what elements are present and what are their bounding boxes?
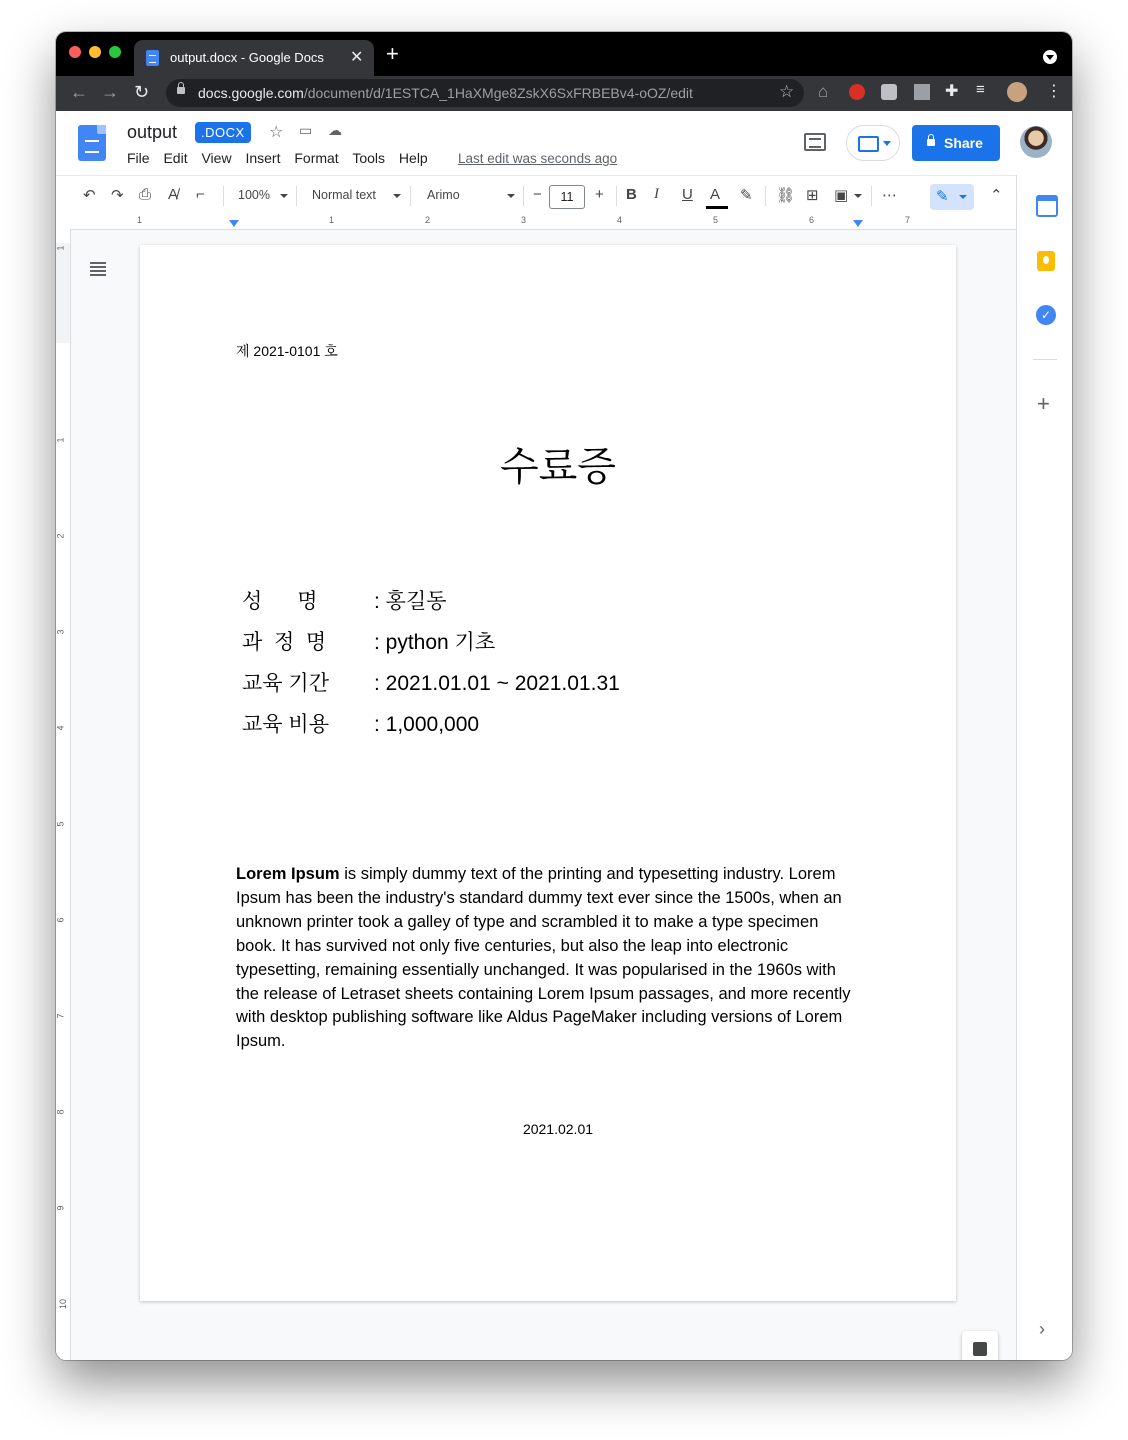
menu-help[interactable]: Help [398,150,428,166]
body-bold-term: Lorem Ipsum [236,865,340,883]
cloud-status-icon[interactable]: ☁ [328,122,342,138]
tab-close-icon[interactable]: ✕ [350,49,364,66]
account-avatar[interactable] [1020,126,1052,158]
toolbar-divider [616,186,617,206]
ruler-tick: 1 [329,215,335,225]
menu-format[interactable]: Format [294,150,339,166]
underline-icon[interactable]: U [682,186,693,203]
browser-menu-icon[interactable]: ⋮ [1046,83,1062,100]
ruler-tick: 1 [56,437,66,443]
tasks-icon[interactable]: ✓ [1036,305,1056,325]
insert-image-icon[interactable]: ▣ [834,187,849,204]
issue-date: 2021.02.01 [522,1121,594,1137]
ruler-tick: 3 [56,629,66,635]
ruler-tick: 8 [56,1109,66,1115]
reload-icon[interactable]: ↻ [134,82,150,102]
forward-icon[interactable]: → [101,82,119,102]
paint-format-icon[interactable]: ⌐ [196,186,205,203]
toolbar-divider [410,186,411,206]
calendar-icon[interactable] [1036,195,1058,217]
menu-edit[interactable]: Edit [163,150,188,166]
lock-icon [927,139,935,146]
chevron-down-icon [280,194,288,198]
field-period [242,667,620,697]
browser-tab[interactable] [134,40,374,76]
field-value: : 2021.01.01 ~ 2021.01.31 [374,672,620,695]
ruler-tick: 4 [56,725,66,731]
paragraph-style-select[interactable]: Normal text [312,188,376,202]
share-button[interactable] [912,125,1000,161]
toolbar-divider [765,186,766,206]
spellcheck-icon[interactable]: A̸ [168,186,179,203]
add-comment-icon[interactable]: ⊞ [806,187,819,204]
print-icon[interactable]: ⎙ [139,186,152,203]
ruler-tick: 3 [521,215,527,225]
ruler-tick: 7 [56,1013,66,1019]
media-controls-icon[interactable]: ≡ [976,81,985,98]
home-icon[interactable]: ⌂ [818,82,829,101]
side-panel [1016,175,1072,1360]
star-icon[interactable]: ☆ [269,124,284,141]
get-addons-icon[interactable]: + [1037,391,1050,416]
document-title[interactable]: output [127,122,178,142]
last-edit-link[interactable]: Last edit was seconds ago [458,151,618,166]
bookmark-star-icon[interactable]: ☆ [779,82,795,101]
ruler-tick: 4 [617,215,623,225]
ruler-tick: 5 [713,215,719,225]
browser-toolbar [56,76,1072,111]
document-outline-icon[interactable] [90,262,106,276]
text-color-swatch [706,206,728,209]
toolbar-divider [296,186,297,206]
camera-extension-icon[interactable] [881,84,897,100]
document-page[interactable] [140,245,956,1301]
maximize-window-button[interactable] [109,46,121,58]
expand-side-panel-icon[interactable]: › [1039,1319,1045,1339]
document-canvas [56,215,1016,1360]
font-select[interactable]: Arimo [427,188,460,202]
field-label: 교육 기간 [242,672,329,695]
chevron-down-icon [883,141,891,146]
decrease-font-size-icon[interactable]: − [533,186,542,203]
ruler-tick: 10 [58,1298,69,1310]
chevron-down-icon [854,194,862,198]
menu-insert[interactable]: Insert [245,150,281,166]
certificate-heading: 수료증 [500,445,616,489]
left-indent-marker[interactable] [229,220,239,227]
ruler-tick: 2 [56,533,66,539]
editing-toolbar [56,175,1016,217]
docs-favicon-icon [146,50,159,66]
keep-icon[interactable] [1037,251,1055,271]
italic-icon[interactable]: I [654,186,659,202]
field-value: : 1,000,000 [374,713,480,736]
ruler-tick: 5 [56,821,66,827]
body-text: is simply dummy text of the printing and typesetting industry. Lorem Ipsum has been the industry's standard dummy text ever since the 1500s, when an unknown printer took a galley of type and scrambled it to make a type specimen book. It has survived not only five centuries, but also the leap into electronic typesetting, remaining essentially unchanged. It was popularised in the 1960s with the release of Letraset sheets containing Lorem Ipsum passages, and more recently with desktop publishing software like Aldus PageMaker including versions of Lorem Ipsum. [236,865,851,1051]
highlight-icon[interactable]: ✎ [740,187,753,204]
docs-header [56,111,1072,175]
field-name [242,585,447,615]
collapse-menus-icon[interactable]: ⌃ [990,187,1003,204]
extensions-puzzle-icon[interactable]: ✚ [945,83,959,100]
browser-window [56,32,1072,1360]
ruler-tick: 6 [809,215,815,225]
profile-avatar[interactable] [1007,82,1027,102]
field-label: 성 명 [242,590,318,613]
insert-link-icon[interactable]: ⛓ [776,187,796,204]
ruler-tick: 9 [56,1205,66,1211]
increase-font-size-icon[interactable]: + [595,186,604,203]
ruler-tick: 1 [137,215,143,225]
ruler-tick: 6 [56,917,66,923]
field-label: 과 정 명 [242,631,327,654]
new-tab-button[interactable]: + [386,41,399,66]
pencil-icon: ✎ [936,188,949,205]
comments-icon[interactable] [804,133,826,151]
docs-logo-icon[interactable] [78,125,106,161]
certificate-number: 제 2021-0101 호 [236,343,338,359]
vertical-ruler[interactable] [56,229,71,1360]
lock-icon [177,87,185,94]
right-indent-marker[interactable] [853,220,863,227]
field-cost [242,708,479,738]
back-icon[interactable]: ← [70,82,88,102]
menu-file[interactable]: File [127,150,150,166]
extension-red-icon[interactable] [849,84,865,100]
docx-badge: .DOCX [195,122,251,143]
side-panel-divider [1033,359,1057,360]
tab-search-icon[interactable] [1043,50,1057,64]
minimize-window-button[interactable] [89,46,101,58]
field-value: : 홍길동 [374,590,447,613]
field-course [242,626,495,656]
url-text: docs.google.com/document/d/1ESTCA_1HaXMge8ZskX6SxFRBEBv4-oOZ/edit [198,85,693,101]
tab-strip [56,32,1072,76]
close-window-button[interactable] [69,46,81,58]
ruler-margin-shade [56,243,70,343]
field-label: 교육 비용 [242,713,329,736]
toolbar-divider [871,186,872,206]
more-options-icon[interactable]: ⋯ [882,187,897,204]
explore-button[interactable] [962,1331,998,1360]
field-value: : python 기초 [374,631,496,654]
menu-view[interactable]: View [201,150,232,166]
present-button[interactable] [846,125,900,161]
chevron-down-icon [959,195,967,199]
ruler-tick: 2 [425,215,431,225]
chevron-down-icon [393,194,401,198]
toolbar-divider [223,186,224,206]
chevron-down-icon [507,194,515,198]
menu-bar [127,150,438,166]
menu-tools[interactable]: Tools [352,150,386,166]
ruler-tick: 7 [905,215,911,225]
zoom-select[interactable]: 100% [238,188,270,202]
redo-icon[interactable]: ↷ [111,187,124,204]
editing-mode-button[interactable] [930,184,974,210]
address-bar[interactable] [166,79,804,107]
body-paragraph [236,863,862,1054]
move-folder-icon[interactable]: ▭ [299,122,313,138]
share-label: Share [944,135,983,151]
horizontal-ruler[interactable] [56,215,1016,230]
toolbar-divider [523,186,524,206]
undo-icon[interactable]: ↶ [83,187,96,204]
text-color-icon[interactable]: A [710,186,721,203]
font-size-input[interactable]: 11 [549,185,585,209]
bold-icon[interactable]: B [626,186,637,203]
extension-box-icon[interactable] [914,84,930,100]
present-icon [858,136,879,152]
tab-title: output.docx - Google Docs [170,50,324,65]
ruler-tick: 1 [56,245,66,251]
